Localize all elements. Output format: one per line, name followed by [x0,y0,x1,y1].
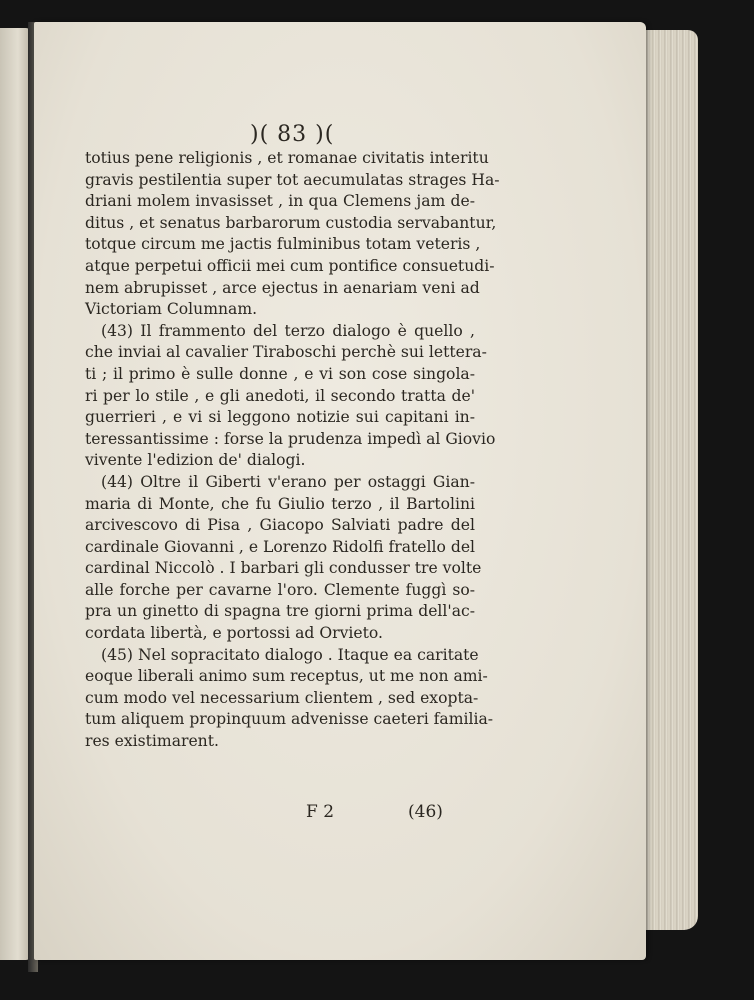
text-line: driani molem invasisset , in qua Clemens jam de- [85,192,475,211]
left-page-edge [0,28,30,960]
text-line: teressantissime : forse la prudenza impedì al Giovio [85,429,496,448]
text-line: guerrieri , e vi si leggono notizie sui capitani in- [85,408,475,427]
text-line: arcivescovo di Pisa , Giacopo Salviati padre del [85,516,475,535]
footnote-43-line: (43) Il frammento del terzo dialogo è quello , [101,321,475,340]
footnote-44-line: (44) Oltre il Giberti v'erano per ostaggi Gian- [101,472,475,491]
text-line: vivente l'edizion de' dialogi. [85,451,306,470]
text-line: nem abrupisset , arce ejectus in aenariam veni ad [85,278,480,297]
text-line: atque perpetui officii mei cum pontifice consuetudi- [85,256,495,275]
page-number-header: )( 83 )( [250,122,335,147]
text-line: gravis pestilentia super tot aecumulatas strages Ha- [85,170,500,189]
text-line: cum modo vel necessarium clientem , sed exopta- [85,688,479,707]
text-line: ti ; il primo è sulle donne , e vi son cose singola- [85,364,475,383]
catchword: (46) [408,802,443,822]
text-line: cardinale Giovanni , e Lorenzo Ridolfi fratello del [85,537,476,556]
text-line: pra un ginetto di spagna tre giorni prima dell'ac- [85,602,475,621]
signature-mark: F 2 [306,802,335,822]
text-line: che inviai al cavalier Tiraboschi perchè sui lettera- [85,343,487,362]
text-line: eoque liberali animo sum receptus, ut me non ami- [85,667,488,686]
body-text [85,148,500,753]
text-line: Victoriam Columnam. [85,300,258,319]
text-line: alle forche per cavarne l'oro. Clemente fuggì so- [85,580,475,599]
text-line: ri per lo stile , e gli anedoti, il secondo tratta de' [85,386,475,405]
footnote-45-line: (45) Nel sopracitato dialogo . Itaque ea caritate [101,645,479,664]
text-line: tum aliquem propinquum advenisse caeteri familia- [85,710,494,729]
text-line: res existimarent. [85,732,219,751]
text-line: totque circum me jactis fulminibus totam veteris , [85,235,481,254]
text-line: cordata libertà, e portossi ad Orvieto. [85,624,383,643]
text-line: maria di Monte, che fu Giulio terzo , il Bartolini [85,494,475,513]
text-line: totius pene religionis , et romanae civitatis interitu [85,149,489,167]
text-line: cardinal Niccolò . I barbari gli condusser tre volte [85,559,482,578]
text-line: ditus , et senatus barbarorum custodia servabantur, [85,213,497,232]
